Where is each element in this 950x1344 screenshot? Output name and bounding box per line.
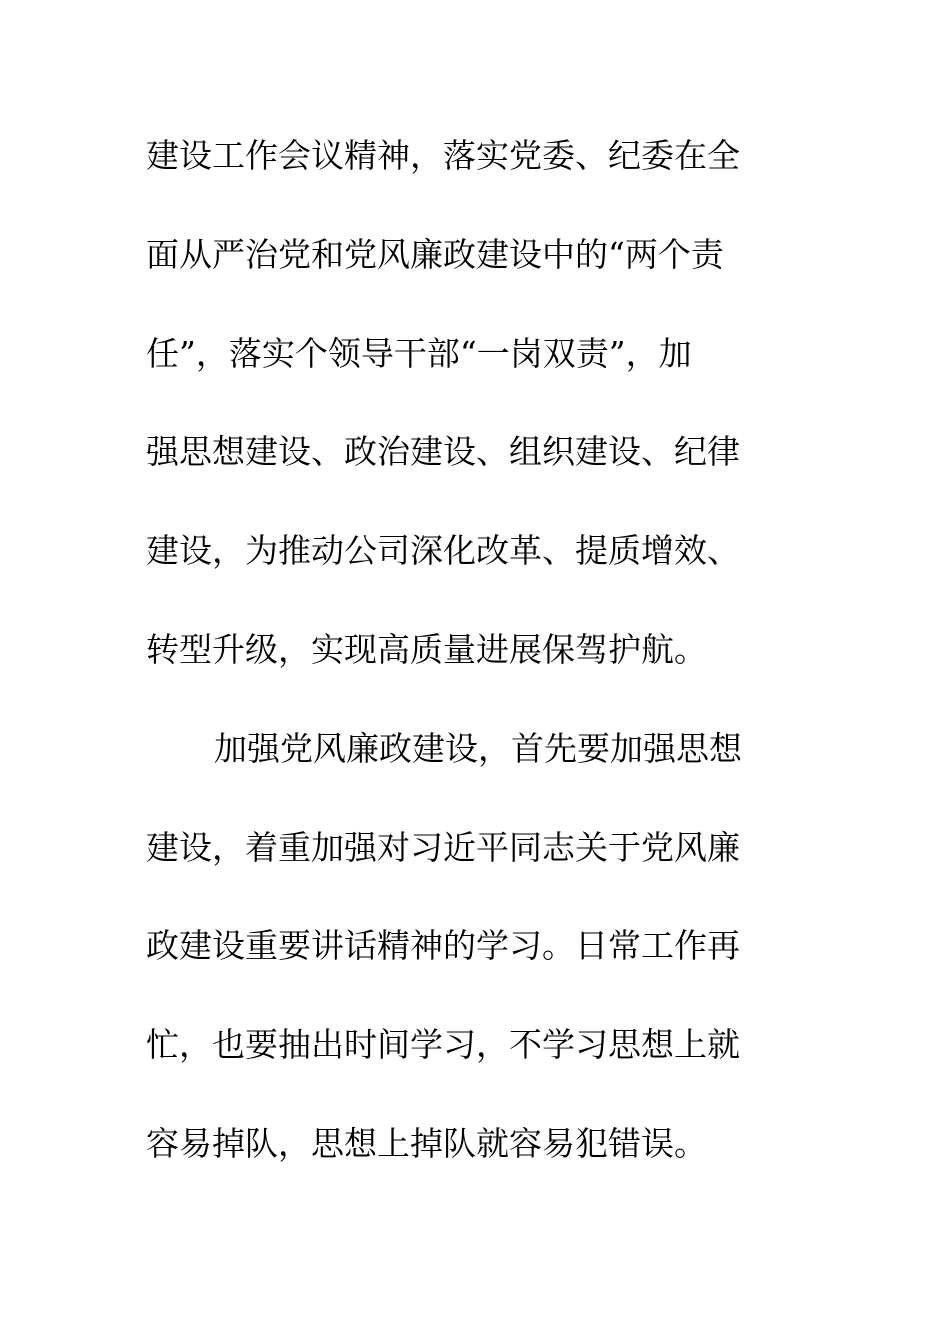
paragraph-1 [146,126,778,719]
text-line: 政建设重要讲话精神的学习。日常工作再 [146,926,740,966]
text-line: 转型升级，实现高质量进展保驾护航。 [146,629,707,669]
paragraph-2 [146,719,778,1213]
text-line: 忙，也要抽出时间学习，不学习思想上就 [146,1025,740,1065]
text-line-first: 加强党风廉政建设，首先要加强思想 [214,728,742,768]
text-line: 容易掉队，思想上掉队就容易犯错误。 [146,1123,707,1163]
text-line: 面从严治党和党风廉政建设中的“两个责 [146,234,724,274]
text-line: 建设，为推动公司深化改革、提质增效、 [146,531,740,571]
text-line: 强思想建设、政治建设、组织建设、纪律 [146,432,740,472]
text-line: 建设工作会议精神，落实党委、纪委在全 [146,136,740,175]
text-line: 任”，落实个领导干部“一岗双责”，加 [146,333,692,373]
document-page [146,126,778,1213]
text-line: 建设，着重加强对习近平同志关于党风廉 [146,827,740,867]
